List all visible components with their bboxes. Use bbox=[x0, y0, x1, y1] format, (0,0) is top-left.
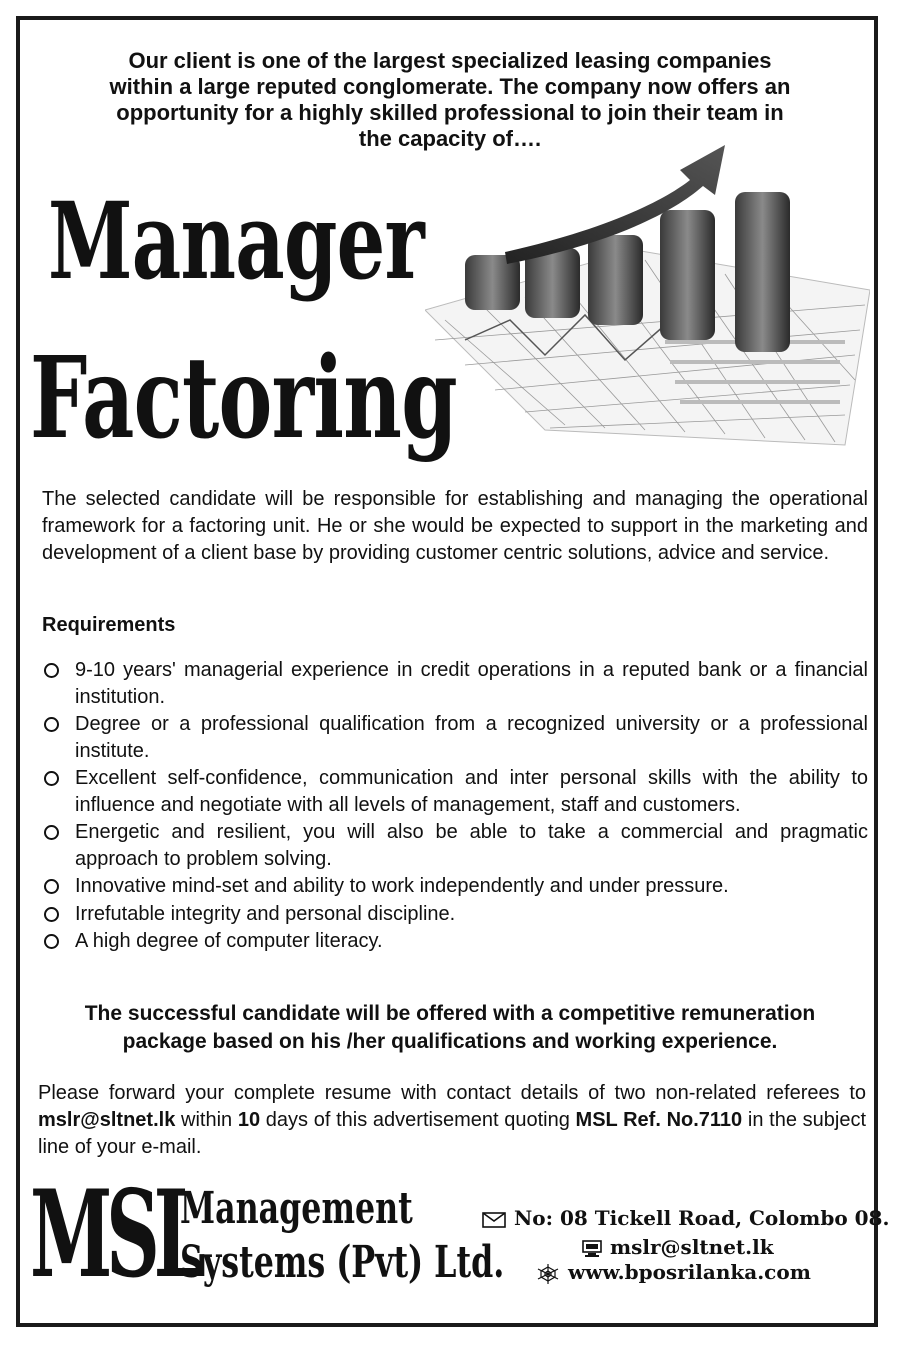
apply-email[interactable]: mslr@sltnet.lk bbox=[38, 1109, 176, 1131]
growth-chart-illustration bbox=[425, 140, 870, 450]
company-name-line2: Systems (Pvt) Ltd. bbox=[180, 1237, 505, 1288]
address-row bbox=[482, 1206, 889, 1230]
list-item: 9-10 years' managerial experience in credit operations in a reputed bank or a financial institution. bbox=[42, 657, 868, 710]
list-item: Innovative mind-set and ability to work independently and under pressure. bbox=[42, 873, 868, 900]
contact-website[interactable]: www.bposrilanka.com bbox=[568, 1260, 811, 1284]
job-description: The selected candidate will be responsible for establishing and managing the operational framework for a factoring unit. He or she would be expected to support in the marketing and development of a client base by providing customer centric solutions, advice and service. bbox=[42, 488, 868, 564]
list-item: A high degree of computer literacy. bbox=[42, 928, 868, 955]
web-icon bbox=[536, 1263, 560, 1285]
bullet-circle-icon bbox=[44, 879, 59, 894]
intro-line: Our client is one of the largest specialized leasing companies bbox=[128, 48, 772, 73]
offer-statement bbox=[40, 1000, 860, 1056]
reference-number: MSL Ref. No.7110 bbox=[575, 1109, 743, 1131]
list-item: Excellent self-confidence, communication and inter personal skills with the ability to influence and negotiate with all levels of management, staff and customers. bbox=[42, 765, 868, 818]
company-logo bbox=[30, 1164, 510, 1305]
intro-text bbox=[40, 48, 860, 152]
offer-line: package based on his /her qualifications and working experience. bbox=[122, 1030, 778, 1053]
bullet-circle-icon bbox=[44, 771, 59, 786]
bullet-circle-icon bbox=[44, 934, 59, 949]
computer-icon bbox=[582, 1240, 602, 1258]
contact-email[interactable]: mslr@sltnet.lk bbox=[610, 1235, 774, 1259]
bullet-circle-icon bbox=[44, 717, 59, 732]
company-name-line1: Management bbox=[180, 1183, 413, 1234]
offer-line: The successful candidate will be offered with a competitive remuneration bbox=[84, 1002, 816, 1025]
job-title-factoring: Factoring bbox=[30, 333, 457, 464]
application-instructions: Please forward your complete resume with contact details of two non-related referees to mslr@sltnet.lk within 10 days of this advertisement quoting MSL Ref. No.7110 in the subject line of your e-mail. bbox=[38, 1082, 867, 1158]
intro-line: within a large reputed conglomerate. The company now offers an bbox=[109, 74, 791, 99]
bullet-circle-icon bbox=[44, 907, 59, 922]
logo-mark: MSL bbox=[30, 1164, 200, 1305]
address-text: No: 08 Tickell Road, Colombo 08. bbox=[514, 1206, 890, 1230]
list-item: Degree or a professional qualification from a recognized university or a professional institute. bbox=[42, 711, 868, 764]
intro-line: opportunity for a highly skilled professional to join their team in bbox=[116, 100, 784, 125]
requirements-heading: Requirements bbox=[42, 614, 176, 636]
bullet-circle-icon bbox=[44, 825, 59, 840]
requirements-list bbox=[42, 657, 868, 956]
bullet-circle-icon bbox=[44, 663, 59, 678]
email-row bbox=[582, 1235, 774, 1259]
intro-line: the capacity of…. bbox=[358, 126, 542, 151]
list-item: Irrefutable integrity and personal discipline. bbox=[42, 901, 868, 928]
website-row bbox=[536, 1260, 811, 1285]
apply-days: 10 bbox=[237, 1109, 261, 1131]
envelope-icon bbox=[482, 1212, 506, 1228]
job-title-manager: Manager bbox=[48, 178, 424, 303]
list-item: Energetic and resilient, you will also be able to take a commercial and pragmatic approach to problem solving. bbox=[42, 819, 868, 872]
